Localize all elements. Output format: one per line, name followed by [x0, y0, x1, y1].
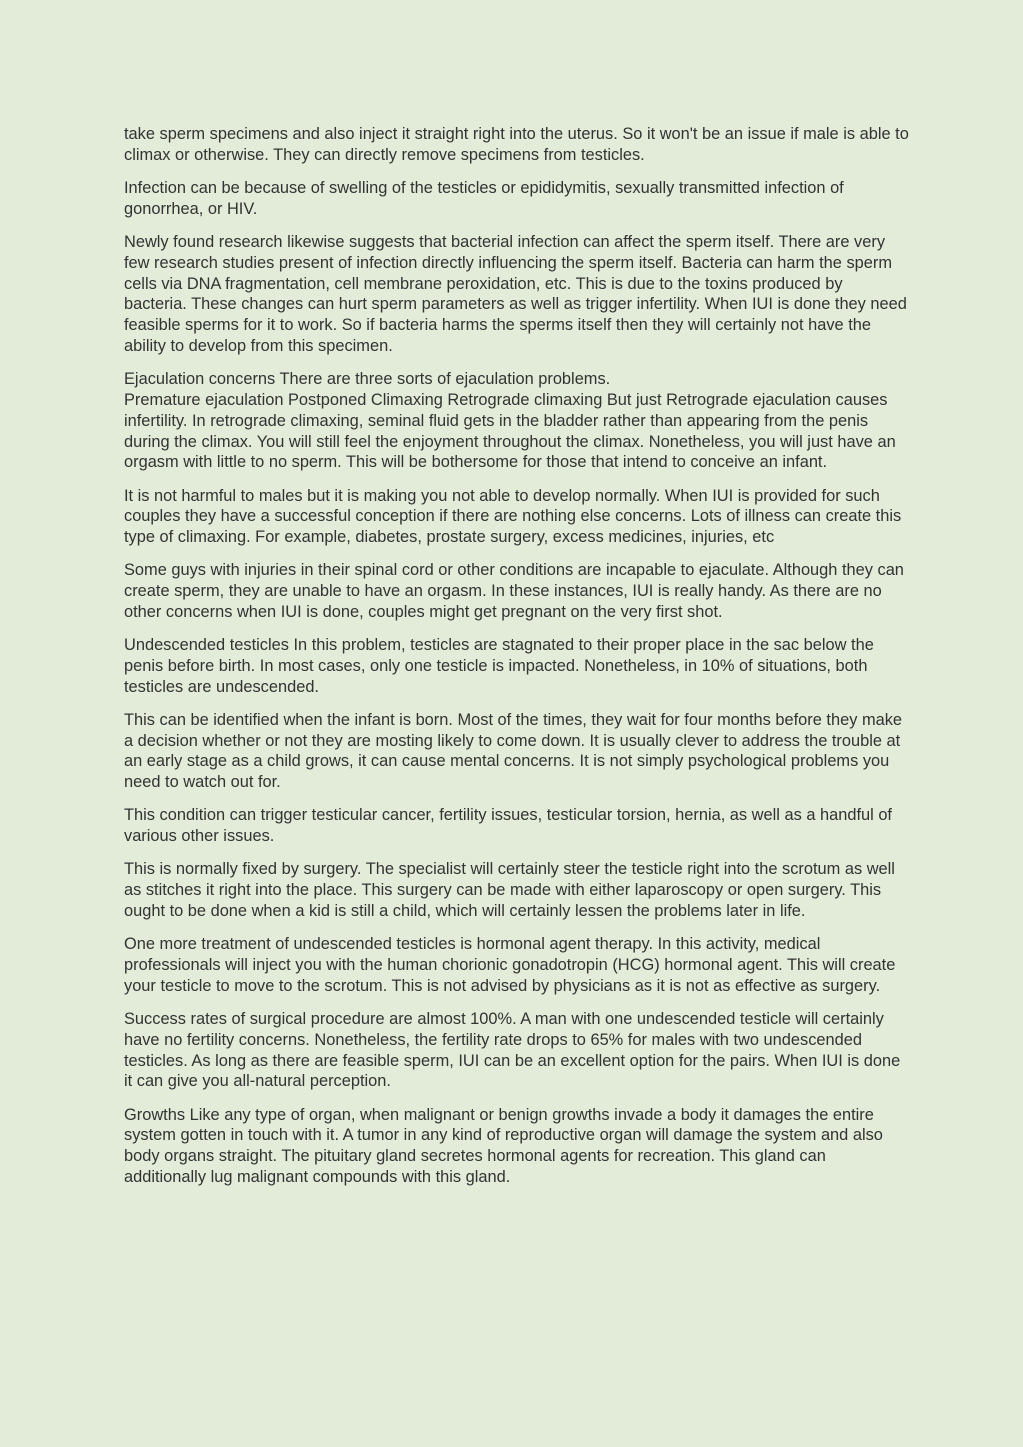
paragraph: Infection can be because of swelling of the testicles or epididymitis, sexually transmitted infection of gonorrhea, or HIV.: [124, 178, 844, 218]
paragraph: This can be identified when the infant is born. Most of the times, they wait for four months before they make a decision whether or not they are mosting likely to come down. It is usually clever to address the trouble at an early stage as a child grows, it can cause mental concerns. It is not simply psychological problems you need to watch out for.: [124, 710, 903, 792]
paragraph: Success rates of surgical procedure are almost 100%. A man with one undescended testicle will certainly have no fertility concerns. Nonetheless, the fertility rate drops to 65% for males with two undescended testicles. As long as there are feasible sperm, IUI can be an excellent option for the pairs. When IUI is done it can give you all-natural perception.: [124, 1009, 901, 1091]
paragraph-ejaculation: [124, 369, 909, 473]
paragraph: Undescended testicles In this problem, testicles are stagnated to their proper place in the sac below the penis before birth. In most cases, only one testicle is impacted. Nonetheless, in 10% of situations, both testicles are undescended.: [124, 636, 874, 696]
paragraph-line: Premature ejaculation Postponed Climaxing Retrograde climaxing But just Retrograde ejaculation causes infertility. In retrograde climaxing, seminal fluid gets in the bladder rather than appearing from the penis during the climax. You will still feel the enjoyment throughout the climax. Nonetheless, you will just have an orgasm with little to no sperm. This will be bothersome for those that intend to conceive an infant.: [124, 390, 896, 472]
paragraph: It is not harmful to males but it is making you not able to develop normally. When IUI is provided for such couples they have a successful conception if there are nothing else concerns. Lots of illness can create this type of climaxing. For example, diabetes, prostate surgery, excess medicines, injuries, etc: [124, 486, 902, 547]
paragraph: take sperm specimens and also inject it straight right into the uterus. So it won't be an issue if male is able to climax or otherwise. They can directly remove specimens from testicles.: [124, 125, 909, 164]
document-page: [124, 124, 909, 1200]
paragraph: This condition can trigger testicular cancer, fertility issues, testicular torsion, hernia, as well as a handful of various other issues.: [124, 806, 892, 846]
paragraph: Newly found research likewise suggests that bacterial infection can affect the sperm itself. There are very few research studies present of infection directly influencing the sperm itself. Bacteria can harm the sperm cells via DNA fragmentation, cell membrane peroxidation, etc. This is due to the toxins produced by bacteria. These changes can hurt sperm parameters as well as trigger infertility. When IUI is done they need feasible sperms for it to work. So if bacteria harms the sperms itself then they will certainly not have the ability to develop from this specimen.: [124, 232, 907, 355]
paragraph-line: Ejaculation concerns There are three sorts of ejaculation problems.: [124, 370, 611, 389]
paragraph: Some guys with injuries in their spinal cord or other conditions are incapable to ejaculate. Although they can create sperm, they are unable to have an orgasm. In these instances, IUI is really handy. As there are no other concerns when IUI is done, couples might get pregnant on the very first shot.: [124, 561, 904, 621]
paragraph: One more treatment of undescended testicles is hormonal agent therapy. In this activity, medical professionals will inject you with the human chorionic gonadotropin (HCG) hormonal agent. This will create your testicle to move to the scrotum. This is not advised by physicians as it is not as effective as surgery.: [124, 935, 896, 995]
paragraph: This is normally fixed by surgery. The specialist will certainly steer the testicle right into the scrotum as well as stitches it right into the place. This surgery can be made with either laparoscopy or open surgery. This ought to be done when a kid is still a child, which will certainly lessen the problems later in life.: [124, 860, 895, 921]
paragraph: Growths Like any type of organ, when malignant or benign growths invade a body it damages the entire system gotten in touch with it. A tumor in any kind of reproductive organ will damage the system and also body organs straight. The pituitary gland secretes hormonal agents for recreation. This gland can additionally lug malignant compounds with this gland.: [124, 1105, 883, 1186]
